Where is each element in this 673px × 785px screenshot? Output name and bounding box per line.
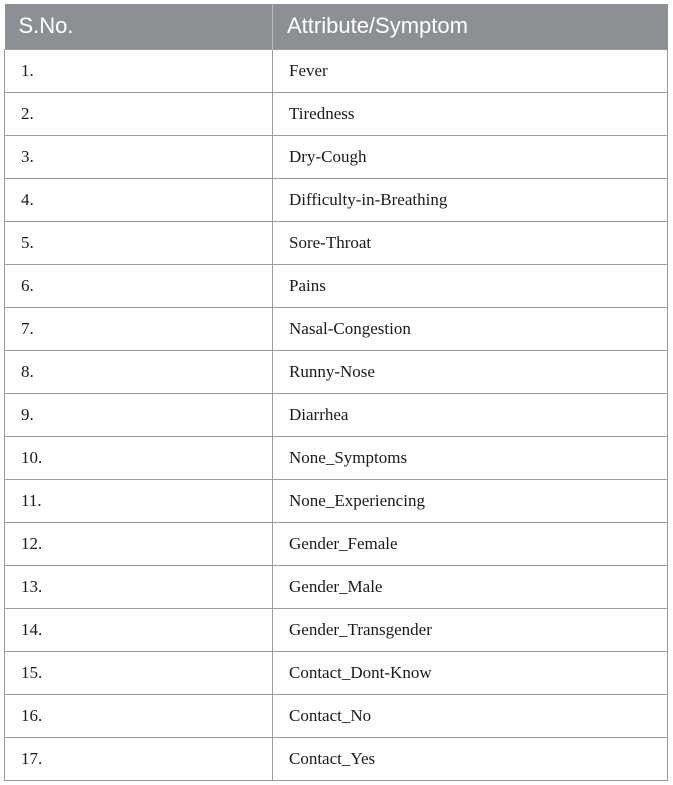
cell-attribute: Diarrhea: [273, 393, 668, 436]
cell-attribute: Pains: [273, 264, 668, 307]
cell-sno: 4.: [5, 178, 273, 221]
cell-sno: 12.: [5, 522, 273, 565]
table-row: [5, 479, 668, 522]
cell-sno: 3.: [5, 135, 273, 178]
cell-sno: 14.: [5, 608, 273, 651]
cell-attribute: Tiredness: [273, 92, 668, 135]
table-row: [5, 393, 668, 436]
cell-sno: 15.: [5, 651, 273, 694]
table-row: [5, 178, 668, 221]
table-row: [5, 608, 668, 651]
cell-sno: 8.: [5, 350, 273, 393]
cell-sno: 2.: [5, 92, 273, 135]
header-attribute: Attribute/Symptom: [273, 4, 668, 49]
cell-attribute: Gender_Female: [273, 522, 668, 565]
cell-sno: 1.: [5, 49, 273, 92]
cell-sno: 10.: [5, 436, 273, 479]
cell-sno: 9.: [5, 393, 273, 436]
table-row: [5, 307, 668, 350]
cell-attribute: Gender_Transgender: [273, 608, 668, 651]
cell-attribute: Runny-Nose: [273, 350, 668, 393]
table-header-row: [5, 4, 668, 49]
cell-attribute: Dry-Cough: [273, 135, 668, 178]
table-row: [5, 92, 668, 135]
table-row: [5, 264, 668, 307]
cell-attribute: Contact_Dont-Know: [273, 651, 668, 694]
cell-attribute: None_Experiencing: [273, 479, 668, 522]
cell-attribute: Gender_Male: [273, 565, 668, 608]
table-row: [5, 350, 668, 393]
table-row: [5, 737, 668, 780]
table-row: [5, 522, 668, 565]
table-row: [5, 436, 668, 479]
cell-attribute: Contact_No: [273, 694, 668, 737]
header-sno: S.No.: [5, 4, 273, 49]
cell-sno: 17.: [5, 737, 273, 780]
cell-attribute: Nasal-Congestion: [273, 307, 668, 350]
cell-sno: 16.: [5, 694, 273, 737]
table-row: [5, 135, 668, 178]
cell-attribute: Sore-Throat: [273, 221, 668, 264]
table-row: [5, 694, 668, 737]
cell-sno: 5.: [5, 221, 273, 264]
cell-attribute: None_Symptoms: [273, 436, 668, 479]
cell-sno: 13.: [5, 565, 273, 608]
cell-sno: 11.: [5, 479, 273, 522]
cell-attribute: Contact_Yes: [273, 737, 668, 780]
table-row: [5, 221, 668, 264]
table-row: [5, 565, 668, 608]
cell-attribute: Difficulty-in-Breathing: [273, 178, 668, 221]
cell-attribute: Fever: [273, 49, 668, 92]
cell-sno: 6.: [5, 264, 273, 307]
attribute-table: [4, 4, 668, 781]
table-row: [5, 49, 668, 92]
cell-sno: 7.: [5, 307, 273, 350]
table-row: [5, 651, 668, 694]
